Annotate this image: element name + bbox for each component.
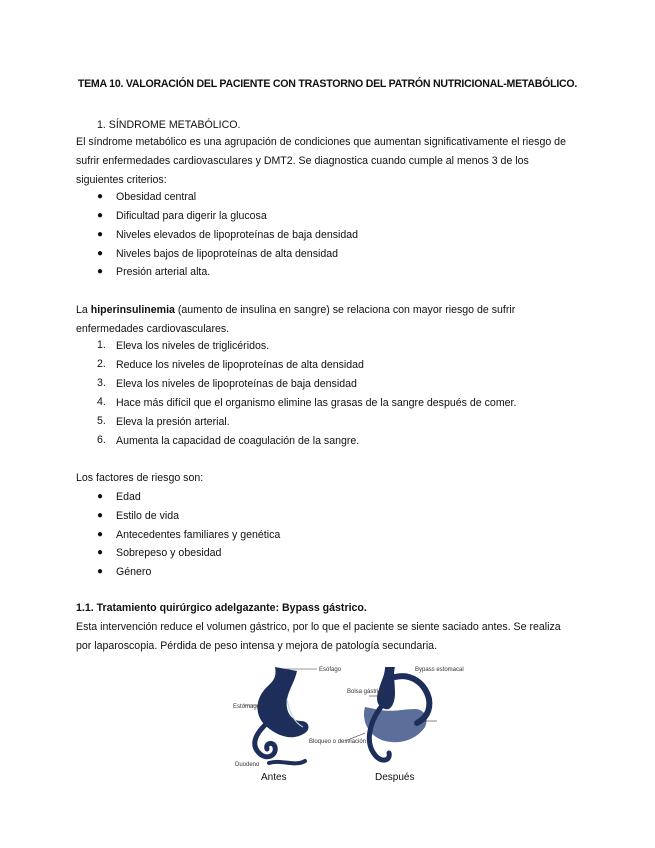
label-bolsa: Bolsa gástrica [347,689,385,695]
list-item: Edad [116,491,141,503]
paragraph-line: siguientes criterios: [76,174,167,186]
paragraph-line: sufrir enfermedades cardiovasculares y DMT2. Se diagnostica cuando cumple al menos 3 de los [76,155,529,167]
caption-before: Antes [261,772,287,783]
list-number: 6. [97,434,106,446]
list-number: 4. [97,396,106,408]
bullet-icon: ● [97,566,104,577]
label-bypass: Bypass estomacal [415,667,464,673]
list-item: Género [116,566,152,578]
paragraph-line: La hiperinsulinemia (aumento de insulina en sangre) se relaciona con mayor riesgo de sufrir [76,304,516,316]
label-estomago: Estómago [233,704,261,710]
list-item: Eleva los niveles de lipoproteínas de baja densidad [116,378,357,390]
bullet-icon: ● [97,510,104,521]
caption-after: Después [375,772,415,783]
list-item: Obesidad central [116,191,197,203]
list-item: Eleva los niveles de triglicéridos. [116,340,270,352]
label-esofago: Esófago [319,667,342,673]
bullet-icon: ● [97,229,104,240]
bullet-icon: ● [97,191,104,202]
list-item: Eleva la presión arterial. [116,416,230,428]
list-item: Niveles elevados de lipoproteínas de baja densidad [116,229,359,241]
bullet-icon: ● [97,529,104,540]
bullet-icon: ● [97,248,104,259]
bullet-icon: ● [97,266,104,277]
label-duodeno: Duodeno [235,762,260,768]
list-item: Antecedentes familiares y genética [116,529,281,541]
list-item: Sobrepeso y obesidad [116,547,222,559]
list-item: Hace más difícil que el organismo elimine las grasas de la sangre después de comer. [116,397,517,409]
document-title: TEMA 10. VALORACIÓN DEL PACIENTE CON TRASTORNO DEL PATRÓN NUTRICIONAL-METABÓLICO. [77,78,578,90]
label-bloqueo: Bloqueo o desviación [309,739,367,745]
list-item: Dificultad para digerir la glucosa [116,210,267,222]
list-item: Estilo de vida [116,510,180,522]
list-item: Aumenta la capacidad de coagulación de la sangre. [116,435,360,447]
list-item: Presión arterial alta. [116,266,211,278]
list-number: 5. [97,415,106,427]
paragraph-line: Los factores de riesgo son: [76,472,204,484]
subsection-heading: 1.1. Tratamiento quirúrgico adelgazante: Bypass gástrico. [76,602,367,614]
stomach-before-illustration [255,667,309,763]
paragraph-line: por laparoscopia. Pérdida de peso intensa y mejora de patología secundaria. [76,640,438,652]
bullet-icon: ● [97,491,104,502]
list-item: Niveles bajos de lipoproteínas de alta densidad [116,248,339,260]
paragraph-line: enfermedades cardiovasculares. [76,323,230,335]
bullet-icon: ● [97,547,104,558]
list-number: 1. [97,339,106,351]
bold-term: hiperinsulinemia [90,304,175,316]
list-number: 2. [97,358,106,370]
list-item: Reduce los niveles de lipoproteínas de alta densidad [116,359,364,371]
gastric-bypass-figure [225,663,464,783]
bullet-icon: ● [97,210,104,221]
paragraph-line: Esta intervención reduce el volumen gástrico, por lo que el paciente se siente saciado antes. Se realiza [76,621,561,633]
list-number: 3. [97,377,106,389]
section-heading: 1. SÍNDROME METABÓLICO. [97,119,241,131]
paragraph-line: El síndrome metabólico es una agrupación de condiciones que aumentan significativamente el riesgo de [76,136,566,148]
stomach-after-illustration [364,667,429,760]
